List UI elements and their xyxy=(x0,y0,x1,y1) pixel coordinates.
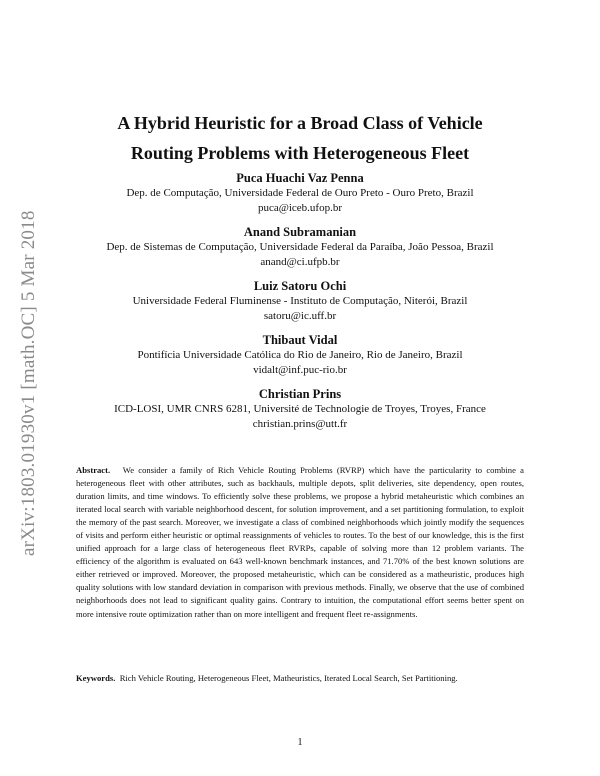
title-line-1: A Hybrid Heuristic for a Broad Class of Vehicle xyxy=(117,113,483,133)
author-list xyxy=(60,170,540,440)
keywords xyxy=(76,672,524,685)
author-affiliation: Pontifícia Universidade Católica do Rio de Janeiro, Rio de Janeiro, Brazil xyxy=(137,349,463,361)
author-name: Puca Huachi Vaz Penna xyxy=(236,171,364,185)
author-email: puca@iceb.ufop.br xyxy=(257,202,343,214)
paper-title xyxy=(60,108,540,168)
author-affiliation: Dep. de Sistemas de Computação, Universidade Federal da Paraíba, João Pessoa, Brazil xyxy=(106,241,494,253)
author-prins xyxy=(60,386,540,431)
title-line-2: Routing Problems with Heterogeneous Fleet xyxy=(130,143,470,163)
abstract-text: We consider a family of Rich Vehicle Routing Problems (RVRP) which have the particularity to combine a heterogeneous fleet with other attributes, such as backhauls, multiple depots, split deliveries, site dependency, open routes, duration limits, and time windows. To efficiently solve these problems, we propose a hybrid metaheuristic which combines an iterated local search with variable neighborhood descent, for solution improvement, and a set partitioning formulation, to exploit the memory of the past search. Moreover, we investigate a class of combined neighborhoods which jointly modify the sequences of visits and perform either heuristic or optimal reassignments of vehicles to routes. To the best of our knowledge, this is the first unified approach for a large class of heterogeneous fleet RVRPs, capable of solving more than 12 problem variants. The efficiency of the algorithm is evaluated on 643 well-known benchmark instances, and 71.70% of the best known solutions are either retrieved or improved. Moreover, the proposed metaheuristic, which can be considered as a matheuristic, produces high quality solutions with low standard deviation in comparison with previous methods. Finally, we observe that the use of combined neighborhoods does not lead to significant quality gains. Contrary to intuition, the computational effort seems better spent on more intensive route optimization rather than on more intelligent and frequent fleet re-assignments. xyxy=(76,465,524,619)
author-email: anand@ci.ufpb.br xyxy=(260,256,340,268)
author-penna xyxy=(60,170,540,215)
author-name: Thibaut Vidal xyxy=(262,333,338,347)
author-name: Luiz Satoru Ochi xyxy=(253,279,347,293)
abstract-label: Abstract. xyxy=(76,465,111,475)
author-ochi xyxy=(60,278,540,323)
author-affiliation: Dep. de Computação, Universidade Federal de Ouro Preto - Ouro Preto, Brazil xyxy=(126,187,474,199)
author-email: christian.prins@utt.fr xyxy=(252,418,348,430)
author-name: Christian Prins xyxy=(258,387,342,401)
author-email: satoru@ic.uff.br xyxy=(263,310,337,322)
author-name: Anand Subramanian xyxy=(243,225,357,239)
author-vidal xyxy=(60,332,540,377)
author-affiliation: Universidade Federal Fluminense - Instituto de Computação, Niterói, Brazil xyxy=(132,295,468,307)
abstract xyxy=(76,464,524,621)
author-subramanian xyxy=(60,224,540,269)
keywords-label: Keywords. xyxy=(76,673,116,683)
page-number: 1 xyxy=(297,737,303,748)
author-affiliation: ICD-LOSI, UMR CNRS 6281, Université de Technologie de Troyes, Troyes, France xyxy=(114,403,486,415)
author-email: vidalt@inf.puc-rio.br xyxy=(253,364,347,376)
arxiv-identifier: arXiv:1803.01930v1 [math.OC] 5 Mar 2018 xyxy=(18,210,39,556)
keywords-text: Rich Vehicle Routing, Heterogeneous Fleet, Matheuristics, Iterated Local Search, Set Partitioning. xyxy=(119,673,458,683)
